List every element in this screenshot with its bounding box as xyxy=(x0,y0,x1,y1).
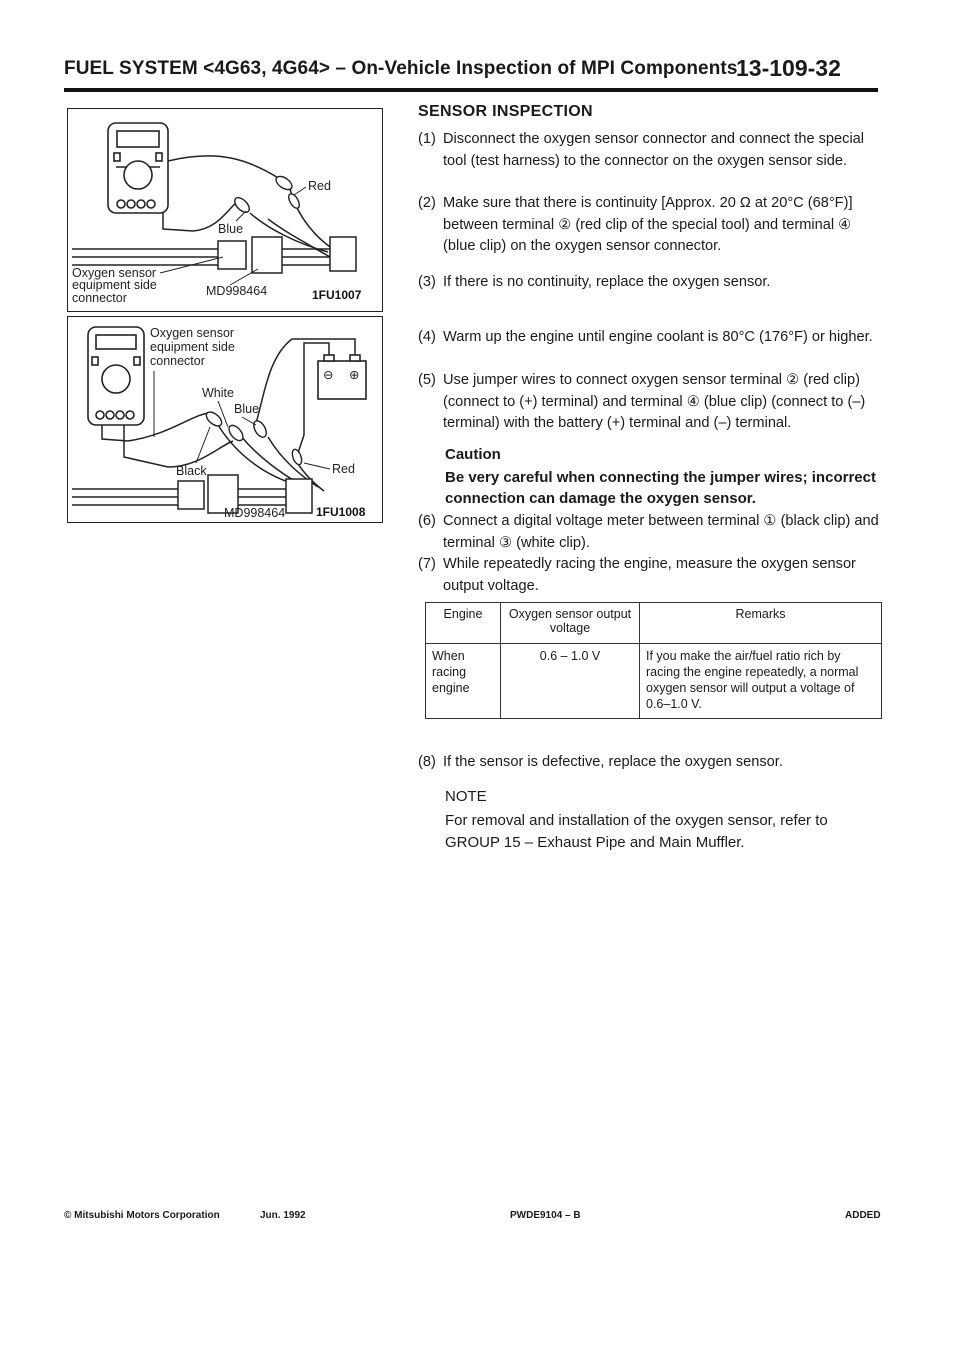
table-header-row xyxy=(426,603,882,644)
step-text: Warm up the engine until engine coolant is 80°C (176°F) or higher. xyxy=(443,329,873,345)
label-connector-1: Oxygen sensor xyxy=(72,266,157,280)
page-number: 13-109-32 xyxy=(736,55,841,81)
table-header-cell: Engine xyxy=(426,603,501,644)
footer-copyright: © Mitsubishi Motors Corporation xyxy=(64,1210,220,1221)
continuity-check-illustration xyxy=(68,109,382,311)
step-text: If the sensor is defective, replace the oxygen sensor. xyxy=(443,754,783,770)
label-black: Black xyxy=(176,464,207,478)
step-7 xyxy=(418,554,882,597)
step-number: (6) xyxy=(418,513,436,529)
table-cell: 0.6 – 1.0 V xyxy=(501,644,640,719)
step-text: Make sure that there is continuity [Approx. 20 Ω at 20°C (68°F)] between terminal ② (red clip of the special tool) and terminal ④ (blue clip) on the oxygen sensor connector. xyxy=(443,195,853,254)
label-tool: MD998464 xyxy=(206,284,268,298)
note-heading: NOTE xyxy=(445,788,487,805)
label-connector-1: Oxygen sensor xyxy=(150,326,235,340)
figure-output-voltage-check xyxy=(67,316,383,523)
footer-doc-code: PWDE9104 – B xyxy=(510,1210,581,1221)
table-cell: If you make the air/fuel ratio rich by racing the engine repeatedly, a normal oxygen sensor will output a voltage of 0.6–1.0 V. xyxy=(640,644,882,719)
label-blue: Blue xyxy=(234,402,260,416)
battery-minus-icon: ⊖ xyxy=(323,368,334,382)
step-number: (4) xyxy=(418,329,436,345)
label-tool: MD998464 xyxy=(224,506,286,520)
test-clip-icon xyxy=(232,174,301,215)
step-number: (5) xyxy=(418,372,436,388)
multimeter-icon xyxy=(108,123,168,213)
step-number: (2) xyxy=(418,195,436,211)
step-number: (3) xyxy=(418,274,436,290)
voltage-spec-table xyxy=(425,602,882,719)
label-white: White xyxy=(202,386,234,400)
step-8 xyxy=(418,752,882,774)
footer-status: ADDED xyxy=(845,1210,881,1221)
label-blue: Blue xyxy=(218,222,244,236)
step-number: (8) xyxy=(418,754,436,770)
step-text: Use jumper wires to connect oxygen sensor terminal ② (red clip) (connect to (+) terminal) and terminal ④ (blue clip) (connect to (–) terminal) with the battery (+) terminal and (–) terminal. xyxy=(443,372,866,431)
caution-heading: Caution xyxy=(445,446,501,463)
caution-text: Be very careful when connecting the jumper wires; incorrect connection can damage the oxygen sensor. xyxy=(445,469,876,507)
label-connector-3: connector xyxy=(72,291,127,305)
step-text: Connect a digital voltage meter between terminal ① (black clip) and terminal ③ (white clip). xyxy=(443,513,879,551)
label-connector-3: connector xyxy=(150,354,205,368)
step-2 xyxy=(418,193,882,258)
step-3 xyxy=(418,272,882,294)
section-title: SENSOR INSPECTION xyxy=(418,103,593,120)
table-header-cell: Oxygen sensor output voltage xyxy=(501,603,640,644)
step-5 xyxy=(418,370,882,435)
step-text: If there is no continuity, replace the oxygen sensor. xyxy=(443,274,771,290)
multimeter-icon xyxy=(88,327,144,425)
step-text: Disconnect the oxygen sensor connector and connect the special tool (test harness) to the connector on the oxygen sensor side. xyxy=(443,131,865,169)
figure-code: 1FU1007 xyxy=(312,288,362,302)
table-row xyxy=(426,644,882,719)
step-6 xyxy=(418,511,882,554)
figure-code: 1FU1008 xyxy=(316,505,366,519)
label-connector-2: equipment side xyxy=(72,278,157,292)
table-cell: When racing engine xyxy=(426,644,501,719)
step-text: While repeatedly racing the engine, measure the oxygen sensor output voltage. xyxy=(443,556,856,594)
table-header-cell: Remarks xyxy=(640,603,882,644)
label-connector-2: equipment side xyxy=(150,340,235,354)
test-clip-icon xyxy=(204,409,304,466)
label-red: Red xyxy=(332,462,355,476)
page-header-title: FUEL SYSTEM <4G63, 4G64> – On-Vehicle Inspection of MPI Components xyxy=(64,58,738,79)
step-4 xyxy=(418,327,882,349)
note-text: For removal and installation of the oxygen sensor, refer to GROUP 15 – Exhaust Pipe and Main Muffler. xyxy=(445,812,828,851)
figure-continuity-check xyxy=(67,108,383,312)
footer-date: Jun. 1992 xyxy=(260,1210,306,1221)
step-number: (1) xyxy=(418,131,436,147)
output-voltage-illustration xyxy=(68,317,382,522)
step-number: (7) xyxy=(418,556,436,572)
step-1 xyxy=(418,129,882,172)
label-red: Red xyxy=(308,179,331,193)
header-rule xyxy=(64,88,878,92)
battery-plus-icon: ⊕ xyxy=(349,368,360,382)
